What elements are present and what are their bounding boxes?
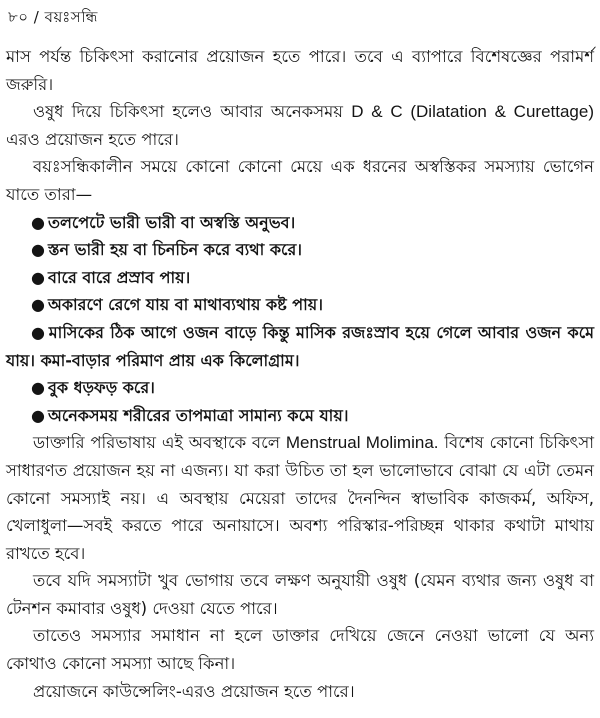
paragraph-counselling: প্রয়োজনে কাউন্সেলিং-এরও প্রয়োজন হতে পারে।	[33, 681, 355, 701]
paragraph-text: ওষুধ দিয়ে চিকিৎসা হলেও আবার অনেকসময়	[33, 102, 352, 122]
bullet-text: বারে বারে প্রস্রাব পায়।	[47, 267, 191, 287]
bullet-icon: ●	[31, 322, 46, 342]
paragraph-see-doctor: তাতেও সমস্যার সমাধান না হলে ডাক্তার দেখিয়ে জেনে নেওয়া ভালো যে অন্য কোথাও কোনো সমস্যা আছে কিনা।	[6, 626, 594, 674]
bullet-text: স্তন ভারী হয় বা চিনচিন করে ব্যথা করে।	[47, 240, 302, 260]
book-title: বয়ঃসন্ধি	[44, 8, 98, 26]
paragraph-text: এরও প্রয়োজন হতে পারে।	[6, 129, 179, 149]
bullet-icon: ●	[31, 240, 45, 260]
bullet-icon: ●	[31, 378, 45, 398]
bullet-icon: ●	[31, 267, 45, 287]
latin-term: D & C (Dilatation & Curettage)	[351, 102, 594, 122]
bullet-text: অনেকসময় শরীরের তাপমাত্রা সামান্য কমে যায়।	[47, 405, 349, 425]
bullet-item	[6, 402, 594, 430]
paragraph-menstrual-molimina	[6, 429, 594, 567]
header-separator: /	[33, 8, 40, 26]
bullet-text: তলপেটে ভারী ভারী বা অস্বস্তি অনুভব।	[47, 212, 296, 232]
bullet-icon: ●	[31, 295, 45, 315]
paragraph-medication: তবে যদি সমস্যাটা খুব ভোগায় তবে লক্ষণ অনুযায়ী ওষুধ (যেমন ব্যথার জন্য ওষুধ বা টেনশন কমাবার ওষুধ) দেওয়া যেতে পারে।	[6, 571, 594, 618]
paragraph-continuation: মাস পর্যন্ত চিকিৎসা করানোর প্রয়োজন হতে পারে। তবে এ ব্যাপারে বিশেষজ্ঞের পরামর্শ জরুরি।	[6, 47, 594, 94]
bullet-item	[6, 209, 594, 237]
bullet-item	[6, 319, 594, 374]
bullet-item	[6, 374, 594, 402]
page-number: ৮০	[8, 8, 29, 26]
bullet-item	[6, 236, 594, 264]
paragraph-dc-procedure	[6, 98, 594, 153]
bullet-text: মাসিকের ঠিক আগে ওজন বাড়ে কিন্তু মাসিক রজঃস্রাব হয়ে গেলে আবার ওজন কমে যায়। কমা-বাড়ার পরিমাণ প্রায় এক কিলোগ্রাম।	[6, 322, 595, 370]
page-body	[6, 43, 594, 705]
bullet-icon: ●	[31, 405, 45, 425]
bullet-icon: ●	[31, 212, 45, 232]
bullet-text: অকারণে রেগে যায় বা মাথাব্যথায় কষ্ট পায়।	[47, 295, 323, 315]
bullet-text: বুক ধড়ফড় করে।	[47, 378, 155, 398]
paragraph-text: ডাক্তারি পরিভাষায় এই অবস্থাকে বলে	[33, 433, 286, 453]
paragraph-text: বিশেষ কোনো চিকিৎসা সাধারণত প্রয়োজন হয় না এজন্য। যা করা উচিত তা হল ভালোভাবে বোঝা যে এটা তেমন কোনো সমস্যাই নয়। এ অবস্থায় মেয়েরা তাদের দৈনন্দিন স্বাভাবিক কাজকর্ম, অফিস, খেলাধুলা—সবই করতে পারে অনায়াসে। অবশ্য পরিস্কার-পরিচ্ছন্ন থাকার কথাটা মাথায় রাখতে হবে।	[6, 433, 594, 563]
latin-term: Menstrual Molimina.	[285, 433, 439, 453]
running-header	[8, 6, 98, 31]
paragraph-intro-symptoms: বয়ঃসন্ধিকালীন সময়ে কোনো কোনো মেয়ে এক ধরনের অস্বস্তিকর সমস্যায় ভোগেন যাতে তারা—	[6, 157, 594, 204]
bullet-item	[6, 291, 594, 319]
bullet-item	[6, 264, 594, 292]
